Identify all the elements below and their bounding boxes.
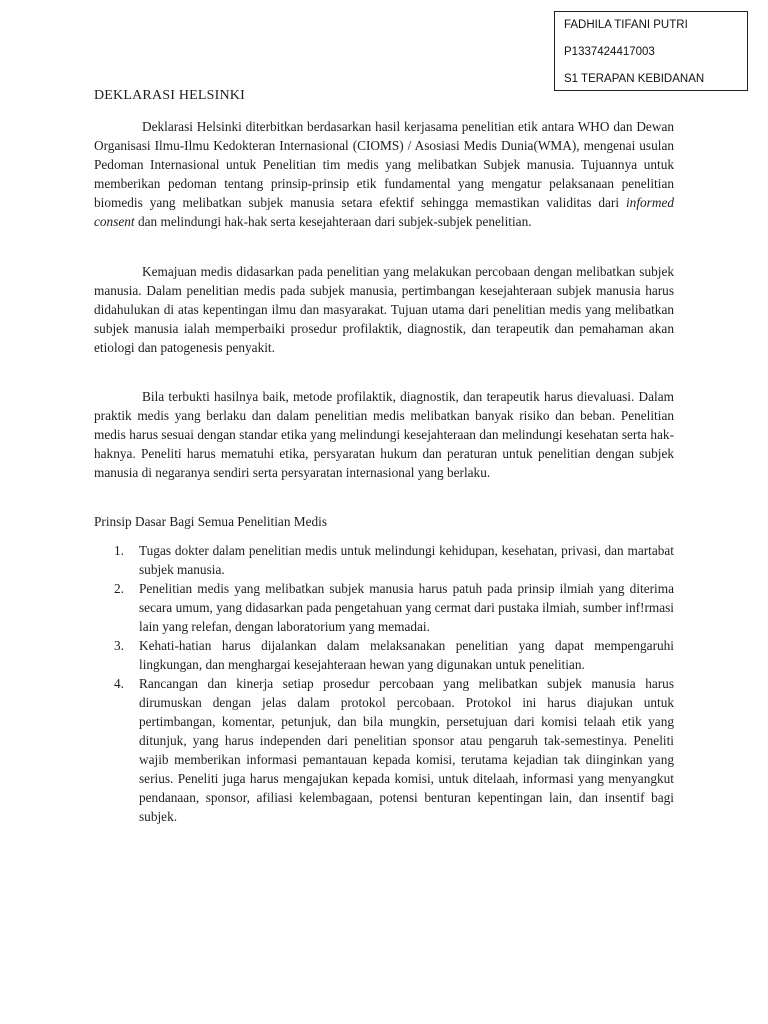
paragraph-text: Bila terbukti hasilnya baik, metode profilaktik, diagnostik, dan terapeutik harus dievaluasi. Dalam praktik medis yang berlaku dan dalam penelitian medis melibatkan banyak risiko dan beban. Penelitian medis harus sesuai dengan standar etika yang melindungi kesejahteraan dan melindungi kesehatan serta hak-haknya. Peneliti harus mematuhi etika, persyaratan hukum dan peraturan untuk penelitian dengan subjek manusia di negaranya sendiri serta persyaratan internasional yang berlaku. [94, 389, 674, 480]
list-item-text: Kehati-hatian harus dijalankan dalam melaksanakan penelitian yang dapat mempengaruhi lingkungan, dan menghargai kesejahteraan hewan yang digunakan untuk penelitian. [139, 638, 674, 672]
list-item-text: Penelitian medis yang melibatkan subjek manusia harus patuh pada prinsip ilmiah yang diterima secara umum, yang didasarkan pada pengetahuan yang cermat dari pustaka ilmiah, sumber inf!rmasi lain yang relefan, dengan laboratorium yang memadai. [139, 581, 674, 634]
list-item [114, 579, 674, 636]
list-item [114, 674, 674, 826]
author-info-box [554, 11, 748, 91]
section-heading: Prinsip Dasar Bagi Semua Penelitian Medis [94, 514, 328, 529]
paragraph-medical-progress [94, 262, 674, 357]
list-item [114, 541, 674, 579]
paragraph-evaluation [94, 387, 674, 482]
study-program: S1 TERAPAN KEBIDANAN [564, 73, 705, 85]
paragraph-intro [94, 117, 674, 231]
paragraph-text [94, 117, 674, 231]
italic-term: informed consent [94, 195, 674, 229]
author-name: FADHILA TIFANI PUTRI [564, 19, 688, 31]
paragraph-text-end: dan melindungi hak-hak serta kesejahteraan dari subjek-subjek penelitian. [134, 214, 532, 229]
list-item-text: Rancangan dan kinerja setiap prosedur percobaan yang melibatkan subjek manusia harus dirumuskan dengan jelas dalam protokol percobaan. Protokol ini harus diajukan untuk pertimbangan, komentar, petunjuk, dan bila mungkin, persetujuan dari komisi telaah etik yang ditunjuk, yang harus independen dari penelitian sponsor atau pengaruh tak-semestinya. Peneliti wajib memberikan informasi pemantauan kepada komisi, terutama kejadian tak diinginkan yang serius. Peneliti juga harus mengajukan kepada komisi, untuk ditelaah, informasi yang menyangkut pendanaan, sponsor, afiliasi kelembagaan, potensi benturan kepentingan lain, dan insentif bagi subjek. [139, 676, 674, 824]
list-item [114, 636, 674, 674]
list-item-number: 3. [114, 638, 124, 653]
list-item-number: 1. [114, 543, 124, 558]
principles-list [114, 541, 674, 826]
list-item-number: 2. [114, 581, 124, 596]
paragraph-text-start: Deklarasi Helsinki diterbitkan berdasarkan hasil kerjasama penelitian etik antara WHO dan Dewan Organisasi Ilmu-Ilmu Kedokteran Internasional (CIOMS) / Asosiasi Medis Dunia(WMA), mengenai usulan Pedoman Internasional untuk Penelitian tim medis yang melibatkan Subjek manusia. Tujuannya untuk memberikan pedoman tentang prinsip-prinsip etik fundamental yang mengatur pelaksanaan penelitian biomedis yang melibatkan subjek manusia setara efektif sehingga memastikan validitas dari [94, 119, 674, 210]
paragraph-text: Kemajuan medis didasarkan pada penelitian yang melakukan percobaan dengan melibatkan subjek manusia. Dalam penelitian medis pada subjek manusia, pertimbangan kesejahteraan subjek manusia harus didahulukan di atas kepentingan ilmu dan masyarakat. Tujuan utama dari penelitian medis yang melibatkan subjek manusia ialah memperbaiki prosedur profilaktik, diagnostik, dan terapeutik dan pemahaman akan etiologi dan patogenesis penyakit. [94, 264, 674, 355]
student-id: P1337424417003 [564, 46, 655, 58]
list-item-number: 4. [114, 676, 124, 691]
document-title: DEKLARASI HELSINKI [94, 88, 245, 103]
list-item-text: Tugas dokter dalam penelitian medis untuk melindungi kehidupan, kesehatan, privasi, dan martabat subjek manusia. [139, 543, 674, 577]
